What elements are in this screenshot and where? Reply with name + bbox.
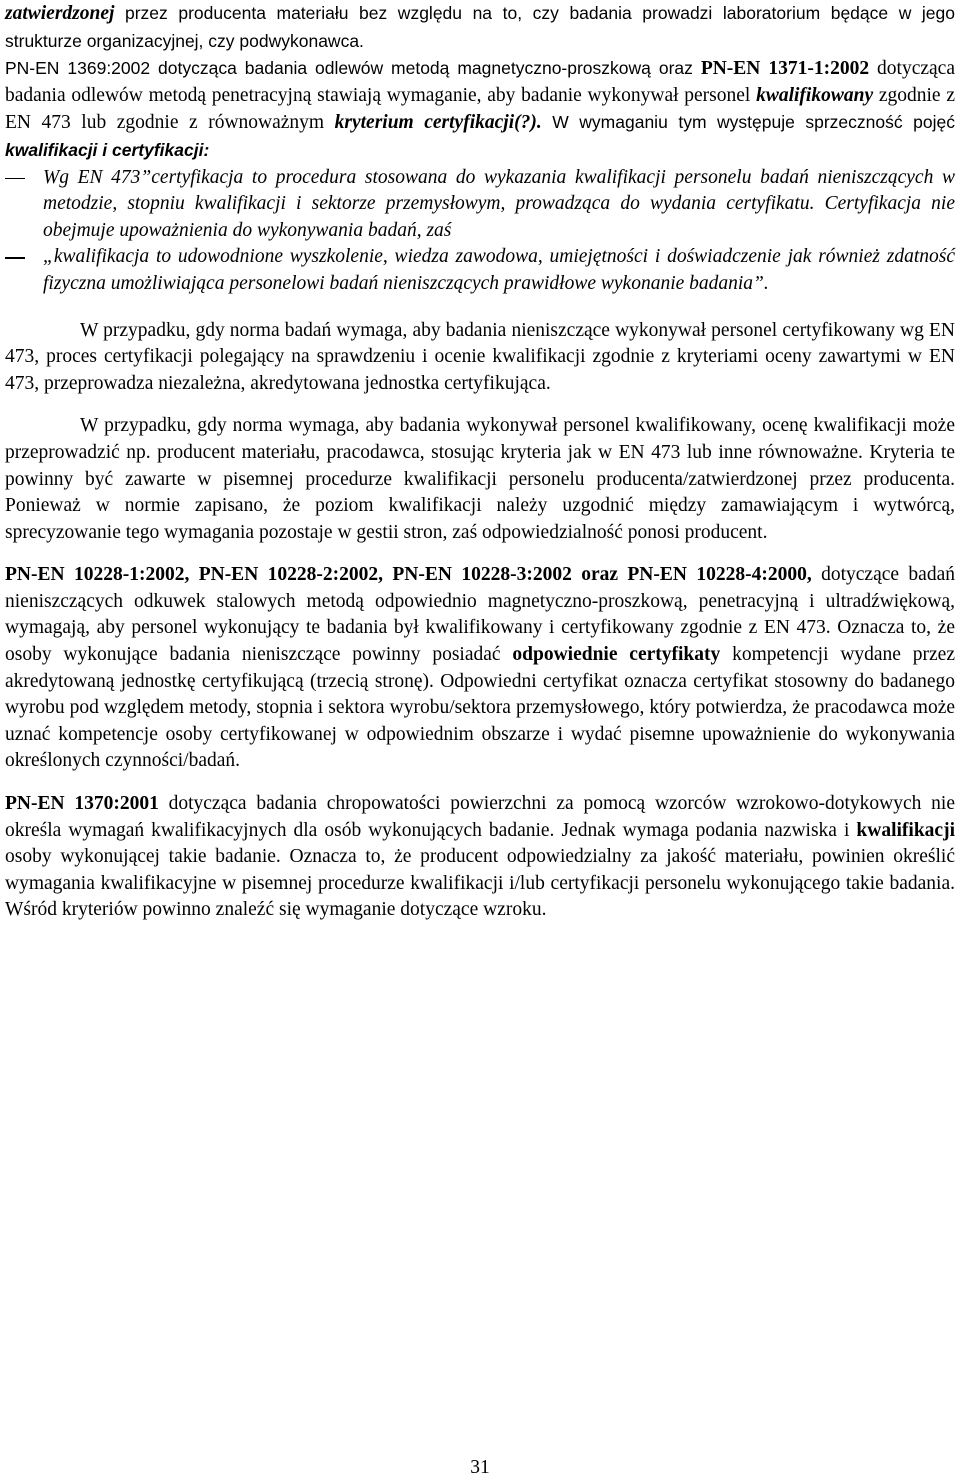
text-run: dotycząca badania chropowatości powierzchni za pomocą wzorców wzrokowo-dotykowych nie określa wymagań kwalifikacyjnych dla osób wykonujących badanie. Jednak wymaga podania nazwiska i [5,793,955,841]
emphasis-term: zatwierdzonej [5,3,115,24]
standard-ref: PN-EN 1370:2001 [5,793,159,815]
paragraph-intro [5,0,955,165]
list-item [5,165,955,245]
text-run: ”certyfikacja to procedura stosowana do wykazania kwalifikacji personelu badań nieniszczących w metodzie, stopniu kwalifikacji i sektorze przemysłowym, prowadząca do wydania certyfikatu. [43,166,955,215]
text-run: „kwalifikacja to udowodnione wyszkolenie, wiedza zawodowa, umiejętności i doświadczenie jak również zdatność fizyczna umożliwiająca personelowi badań nieniszczących prawidłowe wykonanie badania”. [43,246,955,294]
standard-ref: PN-EN 1371-1:2002 [700,58,870,80]
paragraph [5,562,955,775]
text-run: zgodnie z EN 473 lub zgodnie z równoważnym [5,84,955,134]
emphasis-term: kwalifikowany [756,84,874,106]
text-run: W wymaganiu tym występuje sprzeczność pojęć [541,112,955,133]
text-run: Wg EN 473 [43,166,141,188]
text-run: Certyfikacja nie obejmuje upoważnienia do wykonywania badań, zaś [43,193,955,241]
text-run: osoby wykonującej takie badanie. Oznacza to, że producent odpowiedzialny za jakość materiału, powinien określić wymagania kwalifikacyjne w pisemnej procedurze kwalifikacji i/lub certyfikacji personelu wykonującego takie badania. Wśród kryteriów powinno znaleźć się wymaganie dotyczące wzroku. [5,846,955,921]
text-run: kompetencji wydane przez akredytowaną jednostkę certyfikującą (trzecią stronę). Odpowiedni certyfikat oznacza certyfikat stosowny do badanego wyrobu pod względem metody, stopnia i sektora wyrobu/sektora przemysłowego, który potwierdza, że pracodawca może uznać kompetencje osoby certyfikowanej w odpowiednim obszarze i wydać pisemne upoważnienie do wykonywania określonych czynności/badań. [5,644,955,772]
paragraph: W przypadku, gdy norma badań wymaga, aby badania nieniszczące wykonywał personel certyfikowany wg EN 473, proces certyfikacji polegający na sprawdzeniu i ocenie kwalifikacji zgodnie z kryteriami oceny zawartymi w EN 473, przeprowadza niezależna, akredytowana jednostka certyfikująca. [5,319,955,394]
paragraph [5,791,955,924]
emphasis-term: kwalifikacji [856,819,955,841]
emphasis-term: kryterium certyfikacji(?). [334,112,542,134]
paragraph: W przypadku, gdy norma wymaga, aby badania wykonywał personel kwalifikowany, ocenę kwalifikacji może przeprowadzić np. producent materiału, pracodawca, stosując kryteria jak w EN 473 lub inne równoważne. Kryteria te powinny być zawarte w pisemnej procedurze kwalifikacji personelu producenta/zatwierdzonej przez producenta. Ponieważ w normie zapisano, że poziom kwalifikacji należy uzgodnić między zamawiającym i wytwórcą, sprecyzowanie tego wymagania pozostaje w gestii stron, zaś odpowiedzialność ponosi producent. [5,415,955,543]
emphasis-term: odpowiednie certyfikaty [512,644,721,666]
emphasis-term: kwalifikacji i certyfikacji: [5,139,210,160]
text-run: dotyczące badań nieniszczących odkuwek stalowych metodą odpowiednio magnetyczno-proszkową, penetracyjną i ultradźwiękową, wymagają, aby personel wykonujący te badania był kwalifikowany i certyfikowany zgodnie z EN 473. Oznacza to, że osoby wykonujące badania nieniszczące powinny posiadać [5,564,955,666]
list-item [5,244,955,297]
definition-list [5,165,955,298]
text-run: przez producenta materiału bez względu na to, czy badania prowadzi laboratorium będące w jego strukturze organizacyjnej, czy podwykonawca. [5,3,955,51]
standard-ref: PN-EN 10228-1:2002, PN-EN 10228-2:2002, PN-EN 10228-3:2002 oraz PN-EN 10228-4:2000, [5,564,812,586]
page-number: 31 [470,1457,490,1478]
text-run: PN-EN 1369:2002 dotycząca badania odlewów metodą magnetyczno-proszkową oraz [5,58,701,79]
document-page [5,0,955,924]
text-run: dotycząca badania odlewów metodą penetracyjną stawiają wymaganie, aby badanie wykonywał personel [5,58,955,106]
